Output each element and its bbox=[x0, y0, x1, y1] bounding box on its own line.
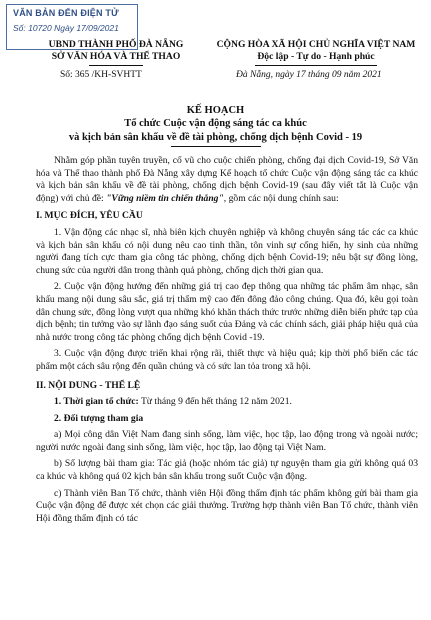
motto: Độc lập - Tự do - Hạnh phúc bbox=[257, 51, 375, 62]
stamp-number-date: Số: 10720 Ngày 17/09/2021 bbox=[13, 23, 119, 33]
org-line-1: UBND THÀNH PHỐ ĐÀ NẴNG bbox=[48, 39, 184, 50]
section-1-paragraph: 3. Cuộc vận động được triển khai rộng rãi, thiết thực và hiệu quả; kịp thời phổ biến các tác phẩm một cách sâu rộng đến quần chúng và có sức lan tỏa trong xã hội. bbox=[36, 348, 418, 372]
stamp-title: VĂN BẢN ĐẾN ĐIỆN TỬ bbox=[13, 8, 119, 18]
section-1-paragraph: 1. Vận động các nhạc sĩ, nhà biên kịch chuyên nghiệp và không chuyên sáng tác các ca khúc và kịch bản sân khấu có nội dung nêu cao tinh thần, tôn vinh sự cống hiến, hy sinh của những người đang tích cực tham gia công tác phòng, chống dịch bệnh Covid-19; nêu bật sự đồng lòng, chung sức của người dân trong thành quả phòng, chống dịch thời gian qua. bbox=[36, 226, 418, 276]
document-number: Số: 365 /KH-SVHTT bbox=[60, 70, 142, 80]
campaign-theme: "Vững niềm tin chiến thắng" bbox=[106, 192, 224, 204]
section-1-heading: I. MỤC ĐÍCH, YÊU CẦU bbox=[36, 210, 143, 222]
country-name: CỘNG HÒA XÃ HỘI CHỦ NGHĨA VIỆT NAM bbox=[216, 39, 416, 50]
title-line-2: và kịch bản sân khấu về đề tài phòng, chống dịch bệnh Covid - 19 bbox=[68, 132, 363, 143]
participants-paragraph: c) Thành viên Ban Tổ chức, thành viên Hội đồng thẩm định tác phẩm không gửi bài tham gia Cuộc vận động để được xét chọn các giải thưởng. Trường hợp thành viên Ban Tổ chức, thành viên Hội đồng thẩm định có tác bbox=[36, 487, 418, 524]
title-line-1: Tổ chức Cuộc vận động sáng tác ca khúc bbox=[124, 118, 307, 129]
section-1-paragraph: 2. Cuộc vận động hướng đến những giá trị cao đẹp thông qua những tác phẩm âm nhạc, sân khấu mang nội dung sâu sắc, giá trị thẩm mỹ cao đến đông đảo công chúng. Qua đó, kêu gọi toàn dân chung sức, đồng lòng vượt qua những khó khăn thách thức trước những diễn biến phức tạp của dịch bệnh; tin tưởng vào sự lãnh đạo sáng suốt của Đảng và các chính sách, giải pháp hiệu quả của nhà nước trong công tác phòng chống dịch bệnh Covid -19. bbox=[36, 281, 418, 343]
organization-time bbox=[36, 396, 418, 409]
title-line-2-block bbox=[10, 132, 421, 147]
org-underline bbox=[89, 65, 143, 66]
intro-tail: , gồm các nội dung chính sau: bbox=[223, 192, 339, 204]
section-2-heading: II. NỘI DUNG - THỂ LỆ bbox=[36, 379, 141, 391]
title-underline bbox=[171, 146, 261, 147]
motto-underline bbox=[255, 65, 377, 66]
participants-paragraph: b) Số lượng bài tham gia: Tác giả (hoặc nhóm tác giả) tự nguyện tham gia gửi không quá 03 ca khúc và không quá 02 kịch bản sân khấu trong suốt Cuộc vận động. bbox=[36, 458, 418, 483]
participants-paragraph: a) Mọi công dân Việt Nam đang sinh sống, làm việc, học tập, lao động trong và ngoài nước; người nước ngoài đang sinh sống, làm việc, học tập, lao động tại Việt Nam. bbox=[36, 429, 418, 453]
document-type: KẾ HOẠCH bbox=[186, 105, 245, 116]
time-text: Từ tháng 9 đến hết tháng 12 năm 2021. bbox=[138, 396, 292, 408]
issuing-organization bbox=[36, 39, 196, 66]
national-motto bbox=[204, 39, 428, 66]
intro-paragraph bbox=[36, 155, 418, 205]
document-body bbox=[36, 155, 418, 525]
participants-heading: 2. Đối tượng tham gia bbox=[54, 412, 144, 424]
time-label: 1. Thời gian tổ chức: bbox=[54, 396, 139, 408]
intro-text: Nhằm góp phần tuyên truyền, cổ vũ cho cuộc chiến phòng, chống đại dịch Covid-19, Sở Văn hóa và Thể thao thành phố Đà Nẵng xây dựng Kế hoạch tổ chức Cuộc vận động sáng tác ca khúc và kịch bản sân khấu về đề tài phòng, chống dịch bệnh Covid-19 (sau đây viết tắt là Cuộc vận động) với chủ đề: bbox=[36, 155, 418, 204]
org-line-2: SỞ VĂN HÓA VÀ THỂ THAO bbox=[51, 51, 181, 62]
document-date: Đà Nẵng, ngày 17 tháng 09 năm 2021 bbox=[236, 70, 382, 80]
